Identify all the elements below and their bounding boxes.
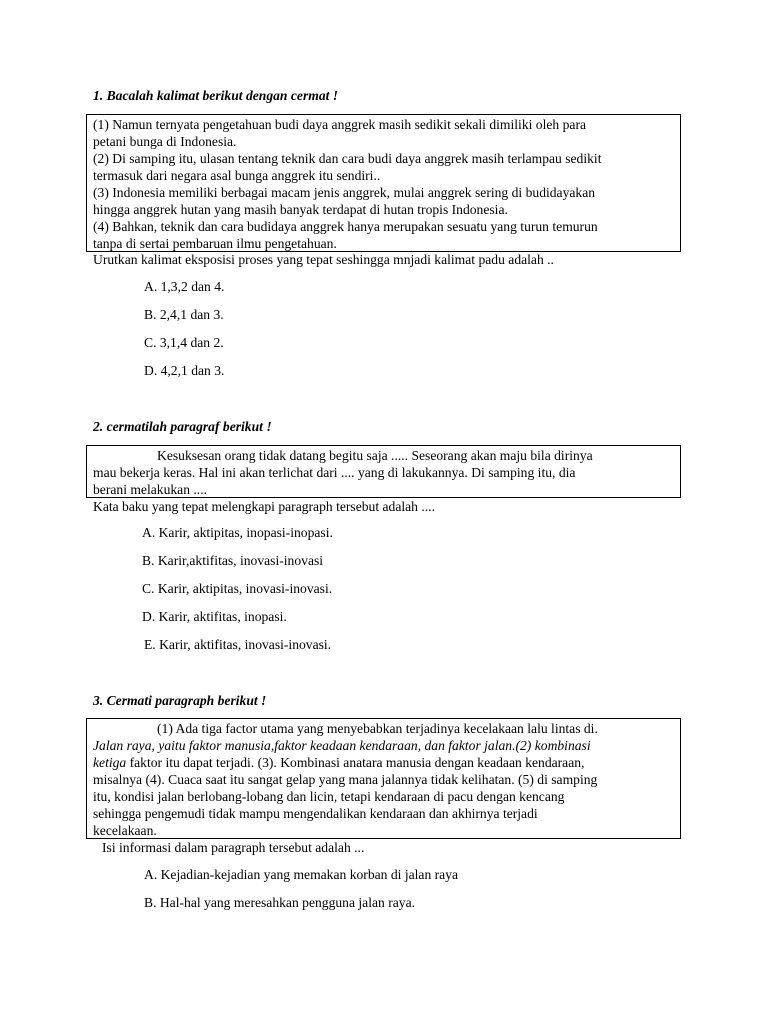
question-2-prompt: Kata baku yang tepat melengkapi paragraph tersebut adalah ....: [93, 499, 435, 514]
answer-option-e[interactable]: E. Karir, aktifitas, inovasi-inovasi.: [144, 637, 332, 652]
passage-line: misalnya (4). Cuaca saat itu sangat gelap yang mana jalannya tidak kelihatan. (5) di samping: [93, 772, 598, 787]
answer-option-d[interactable]: D. Karir, aktifitas, inopasi.: [142, 609, 287, 624]
passage-line: Jalan raya, yaitu faktor manusia,faktor keadaan kendaraan, dan faktor jalan.(2) kombinasi: [93, 738, 591, 753]
passage-line: berani melakukan ....: [93, 482, 207, 497]
passage-line: kecelakaan.: [93, 823, 157, 838]
passage-text: faktor itu dapat terjadi. (3). Kombinasi anatara manusia dengan keadaan kendaraan,: [126, 755, 585, 770]
passage-italic-word: ketiga: [93, 755, 127, 770]
answer-option-a[interactable]: A. Kejadian-kejadian yang memakan korban di jalan raya: [144, 867, 459, 882]
answer-option-b[interactable]: B. Karir,aktifitas, inovasi-inovasi: [142, 553, 324, 568]
passage-line: (1) Ada tiga factor utama yang menyebabkan terjadinya kecelakaan lalu lintas di.: [157, 721, 598, 736]
question-1-passage-box: [86, 114, 681, 252]
question-3-title: 3. Cermati paragraph berikut !: [93, 693, 267, 708]
question-3-passage-box: [86, 718, 681, 839]
answer-option-c[interactable]: C. Karir, aktipitas, inovasi-inovasi.: [142, 581, 333, 596]
passage-line: Kesuksesan orang tidak datang begitu saja ..... Seseorang akan maju bila dirinya: [157, 448, 593, 463]
passage-line: sehingga pengemudi tidak mampu mengendalikan kendaraan dan akhirnya terjadi: [93, 806, 538, 821]
passage-line: (1) Namun ternyata pengetahuan budi daya anggrek masih sedikit sekali dimiliki oleh para: [93, 117, 586, 132]
answer-option-c[interactable]: C. 3,1,4 dan 2.: [144, 335, 224, 350]
passage-line: termasuk dari negara asal bunga anggrek itu sendiri..: [93, 168, 381, 183]
passage-line: mau bekerja keras. Hal ini akan terlichat dari .... yang di lakukannya. Di samping itu, dia: [93, 465, 576, 480]
answer-option-b[interactable]: B. 2,4,1 dan 3.: [144, 307, 224, 322]
answer-option-d[interactable]: D. 4,2,1 dan 3.: [144, 363, 225, 378]
passage-line: [93, 754, 674, 771]
question-2-title: 2. cermatilah paragraf berikut !: [93, 419, 272, 434]
passage-line: (2) Di samping itu, ulasan tentang teknik dan cara budi daya anggrek masih terlampau sedikit: [93, 151, 602, 166]
passage-line: itu, kondisi jalan berlobang-lobang dan licin, tetapi kendaraan di pacu dengan kencang: [93, 789, 565, 804]
passage-line: tanpa di sertai pembaruan ilmu pengetahuan.: [93, 236, 337, 251]
question-2-passage-box: [86, 445, 681, 498]
answer-option-b[interactable]: B. Hal-hal yang meresahkan pengguna jalan raya.: [144, 895, 416, 910]
passage-line: petani bunga di Indonesia.: [93, 134, 237, 149]
passage-line: hingga anggrek hutan yang masih banyak terdapat di hutan tropis Indonesia.: [93, 202, 508, 217]
question-1-prompt: Urutkan kalimat eksposisi proses yang tepat seshingga mnjadi kalimat padu adalah ..: [93, 252, 554, 267]
question-1-title: 1. Bacalah kalimat berikut dengan cermat !: [93, 88, 339, 103]
question-3-prompt: Isi informasi dalam paragraph tersebut adalah ...: [102, 840, 365, 855]
answer-option-a[interactable]: A. Karir, aktipitas, inopasi-inopasi.: [142, 525, 333, 540]
passage-line: (4) Bahkan, teknik dan cara budidaya anggrek hanya merupakan sesuatu yang turun temurun: [93, 219, 598, 234]
answer-option-a[interactable]: A. 1,3,2 dan 4.: [144, 279, 225, 294]
passage-line: (3) Indonesia memiliki berbagai macam jenis anggrek, mulai anggrek sering di budidayakan: [93, 185, 596, 200]
